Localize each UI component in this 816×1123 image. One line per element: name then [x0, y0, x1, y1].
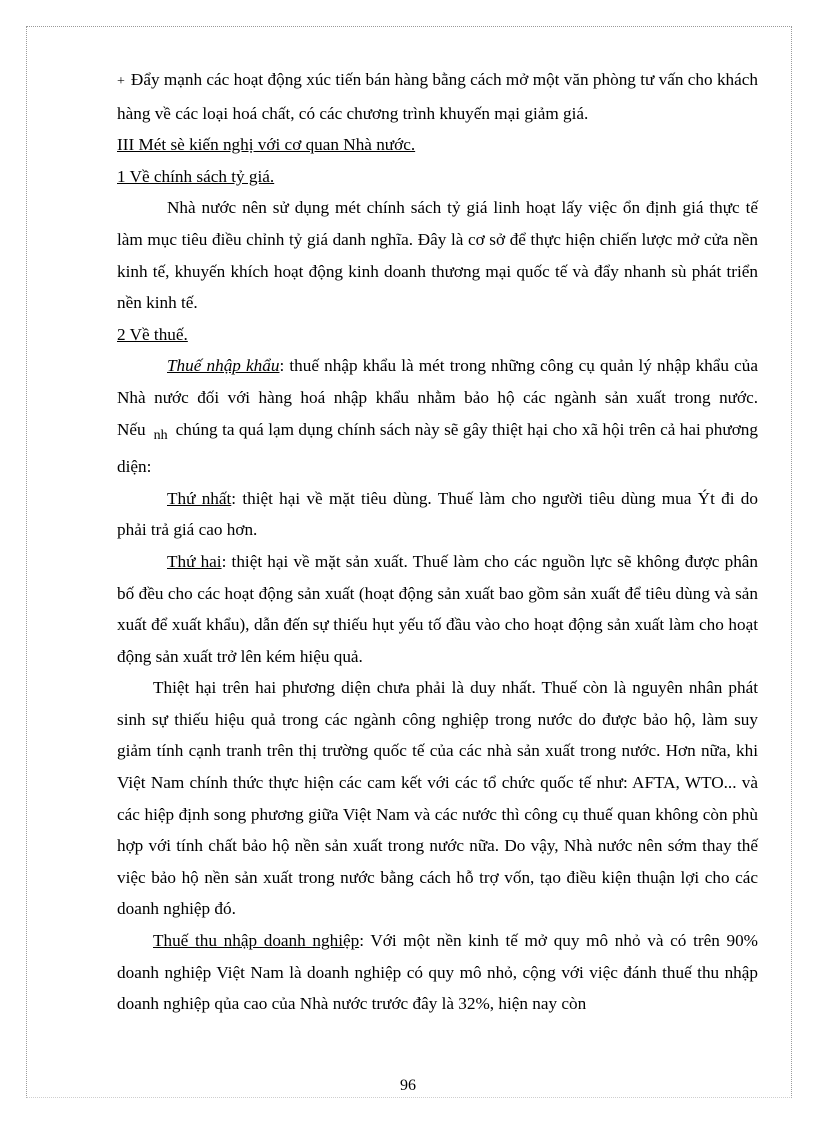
first-text: : thiệt hại về mặt tiêu dùng. Thuế làm cho người tiêu dùng mua Ýt đi do phải trả giá cao hơn. — [117, 488, 758, 540]
heading-tax: 2 Về thuế. — [117, 324, 188, 344]
paragraph-corporate-tax — [117, 925, 758, 1020]
import-tax-text-a: : thuế nhập khẩu là mét trong những công cụ quản lý nhập khẩu của Nhà nước đối với hàng hoá nhập khẩu nhằm bảo hộ các ngành sản xuất trong nước. Nếu — [117, 356, 758, 439]
bullet-paragraph — [117, 64, 758, 129]
import-tax-text-b: chúng ta quá lạm dụng chính sách này sẽ gây thiệt hại cho xã hội trên cả hai phương diện: — [117, 419, 758, 477]
second-text: : thiệt hại về mặt sản xuất. Thuế làm cho các nguồn lực sẽ không được phân bố đều cho các hoạt động sản xuất (hoạt động sản xuất bao gồm sản xuất để tiêu dùng và sản xuất để xuất khẩu), dẫn đến sự thiếu hụt yếu tố đầu vào cho hoạt động sản xuất làm cho hoạt động sản xuất trở lên kém hiệu quả. — [117, 551, 759, 666]
corporate-tax-label: Thuế thu nhập doanh nghiệp — [153, 931, 360, 951]
import-tax-label: Thuế nhập khẩu — [167, 356, 280, 376]
paragraph-first — [117, 483, 758, 546]
heading-section-iii: III Mét sè kiến nghị với cơ quan Nhà nước. — [117, 135, 416, 155]
paragraph-damage: Thiệt hại trên hai phương diện chưa phải là duy nhất. Thuế còn là nguyên nhân phát sinh sự thiếu hiệu quả trong các ngành công nghiệp trong nước do được bảo hộ, làm suy giảm tính cạnh tranh trên thị trường quốc tế của các nhà sản xuất trong nước. Hơn nữa, khi Việt Nam chính thức thực hiện các cam kết với các tổ chức quốc tế như: AFTA, WTO... và các hiệp định song phương giữa Việt Nam và các nước thì công cụ thuế quan không còn phù hợp với tính chất bảo hộ nền sản xuất trong nước nữa. Do vậy, Nhà nước nên sớm thay thế việc bảo hộ nền sản xuất trong nước bằng cách hỗ trợ vốn, tạo điều kiện thuận lợi cho các doanh nghiệp đó. — [117, 678, 758, 919]
corporate-tax-text: : Với một nền kinh tế mở quy mô nhỏ và có trên 90% doanh nghiệp Việt Nam là doanh nghiệp có quy mô nhỏ, cộng với việc đánh thuế thu nhập doanh nghiệp qủa cao của Nhà nước trước đây là 32%, hiện nay còn — [117, 931, 758, 1014]
bullet-symbol: + — [117, 74, 125, 89]
heading-exchange-rate: 1 Về chính sách tỷ giá. — [117, 166, 275, 186]
paragraph-exchange-rate: Nhà nước nên sử dụng mét chính sách tỷ giá linh hoạt lấy việc ổn định giá thực tế làm mục tiêu điều chỉnh tỷ giá danh nghĩa. Đây là cơ sở để thực hiện chiến lược mở cửa nền kinh tế, khuyến khích hoạt động kinh doanh thương mại quốc tế và đẩy nhanh sù phát triển nền kinh tế. — [117, 198, 758, 313]
second-label: Thứ hai — [167, 551, 222, 571]
paragraph-import-tax — [117, 350, 758, 482]
page-number: 96 — [400, 1077, 416, 1094]
document-body — [117, 64, 758, 1020]
paragraph-second — [117, 546, 758, 672]
first-label: Thứ nhất — [167, 488, 232, 508]
stray-nh: nh — [153, 427, 168, 443]
bullet-text: Đẩy mạnh các hoạt động xúc tiến bán hàng bằng cách mở một văn phòng tư vấn cho khách hàng về các loại hoá chất, có các chương trình khuyến mại giảm giá. — [117, 70, 758, 123]
